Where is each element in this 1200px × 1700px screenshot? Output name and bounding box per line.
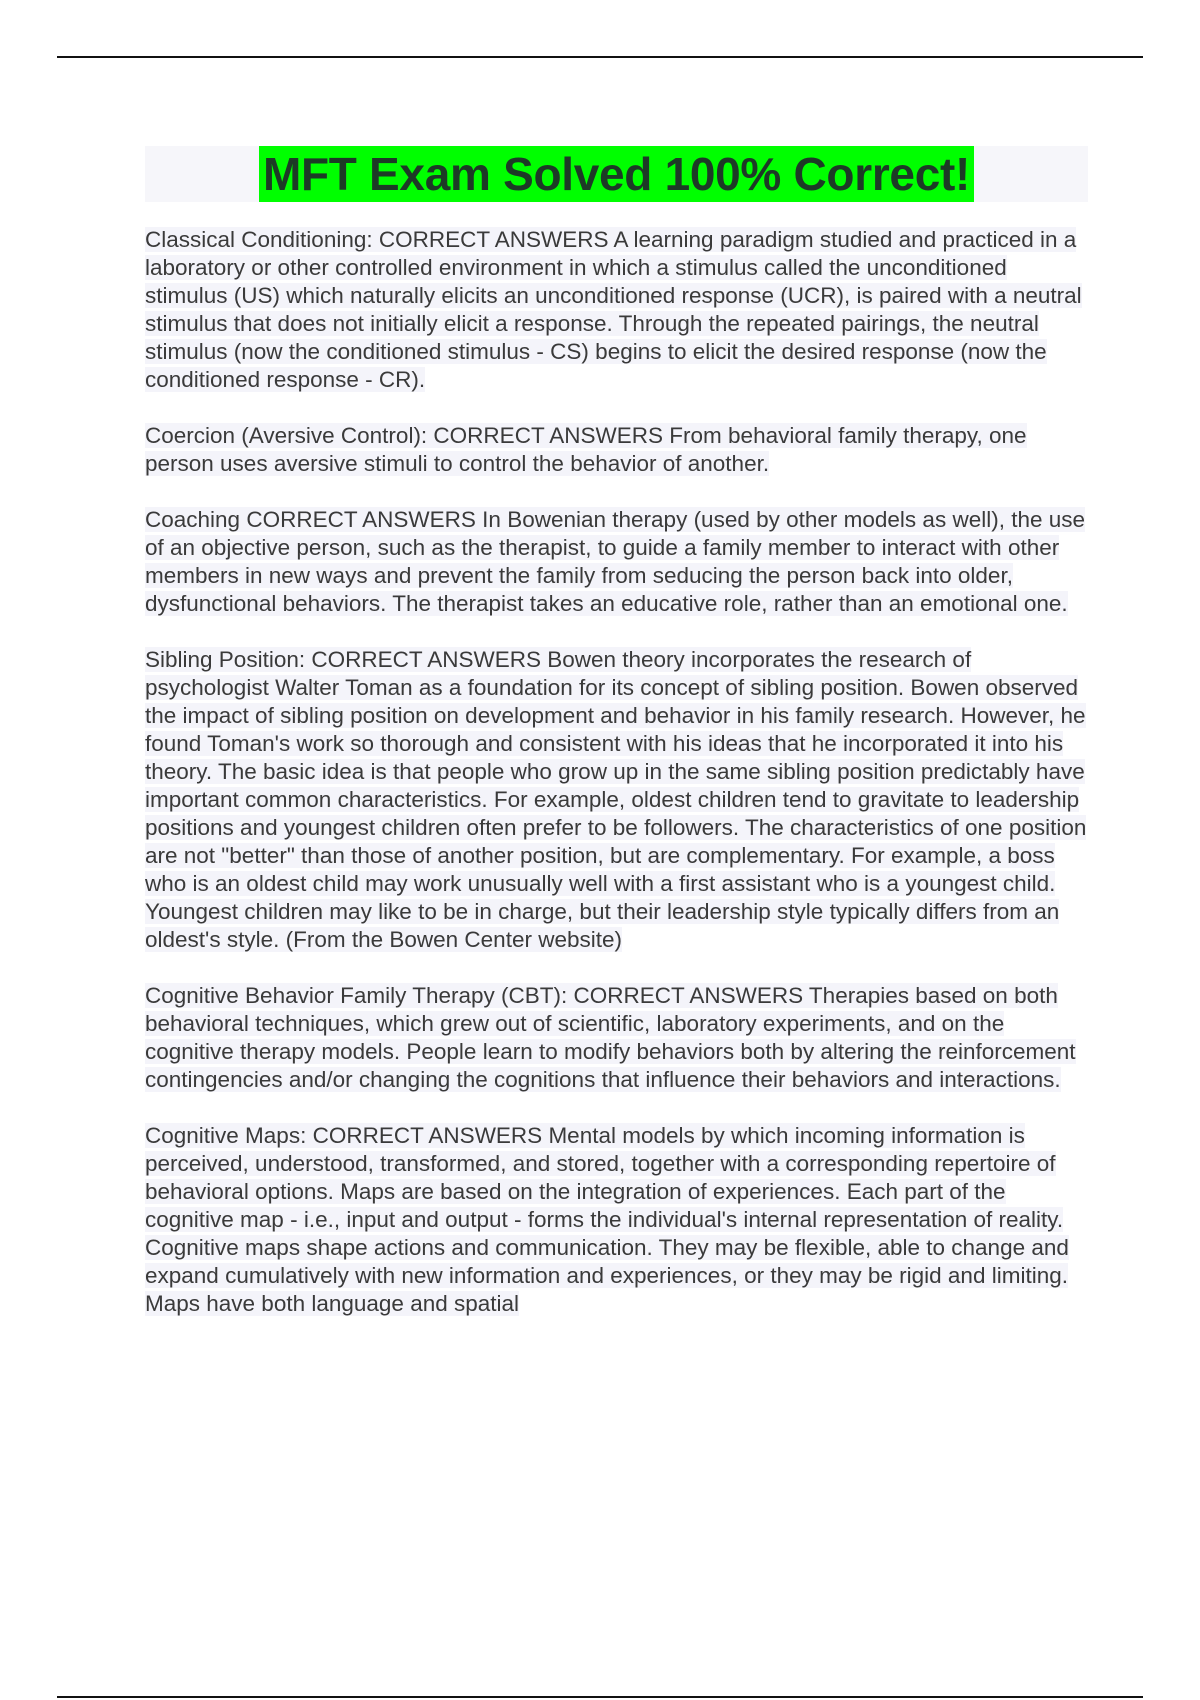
- entry-text: Coercion (Aversive Control): CORRECT ANSWERS From behavioral family therapy, one person uses aversive stimuli to control the behavior of another.: [145, 423, 1027, 476]
- document-body: [145, 226, 1090, 1346]
- entry-text: Cognitive Maps: CORRECT ANSWERS Mental models by which incoming information is perceived, understood, transformed, and stored, together with a corresponding repertoire of behavioral options. Maps are based on the integration of experiences. Each part of the cognitive map - i.e., input and output - forms the individual's internal representation of reality. Cognitive maps shape actions and communication. They may be flexible, able to change and expand cumulatively with new information and experiences, or they may be rigid and limiting. Maps have both language and spatial: [145, 1123, 1069, 1316]
- entry-cognitive-maps: [145, 1122, 1090, 1318]
- entry-coercion: [145, 422, 1090, 478]
- entry-sibling-position: [145, 646, 1090, 954]
- entry-text: Classical Conditioning: CORRECT ANSWERS A learning paradigm studied and practiced in a laboratory or other controlled environment in which a stimulus called the unconditioned stimulus (US) which naturally elicits an unconditioned response (UCR), is paired with a neutral stimulus that does not initially elicit a response. Through the repeated pairings, the neutral stimulus (now the conditioned stimulus - CS) begins to elicit the desired response (now the conditioned response - CR).: [145, 227, 1082, 392]
- entry-cognitive-behavior-family-therapy: [145, 982, 1090, 1094]
- document-title: MFT Exam Solved 100% Correct!: [259, 146, 974, 202]
- bottom-rule: [57, 1696, 1143, 1698]
- entry-text: Sibling Position: CORRECT ANSWERS Bowen theory incorporates the research of psychologist Walter Toman as a foundation for its concept of sibling position. Bowen observed the impact of sibling position on development and behavior in his family research. However, he found Toman's work so thorough and consistent with his ideas that he incorporated it into his theory. The basic idea is that people who grow up in the same sibling position predictably have important common characteristics. For example, oldest children tend to gravitate to leadership positions and youngest children often prefer to be followers. The characteristics of one position are not "better" than those of another position, but are complementary. For example, a boss who is an oldest child may work unusually well with a first assistant who is a youngest child. Youngest children may like to be in charge, but their leadership style typically differs from an oldest's style. (From the Bowen Center website): [145, 647, 1087, 952]
- entry-text: Cognitive Behavior Family Therapy (CBT): CORRECT ANSWERS Therapies based on both behavioral techniques, which grew out of scientific, laboratory experiments, and on the cognitive therapy models. People learn to modify behaviors both by altering the reinforcement contingencies and/or changing the cognitions that influence their behaviors and interactions.: [145, 983, 1076, 1092]
- top-rule: [57, 56, 1143, 58]
- entry-text: Coaching CORRECT ANSWERS In Bowenian therapy (used by other models as well), the use of an objective person, such as the therapist, to guide a family member to interact with other members in new ways and prevent the family from seducing the person back into older, dysfunctional behaviors. The therapist takes an educative role, rather than an emotional one.: [145, 507, 1086, 616]
- entry-coaching: [145, 506, 1090, 618]
- title-band: [145, 146, 1088, 202]
- entry-classical-conditioning: [145, 226, 1090, 394]
